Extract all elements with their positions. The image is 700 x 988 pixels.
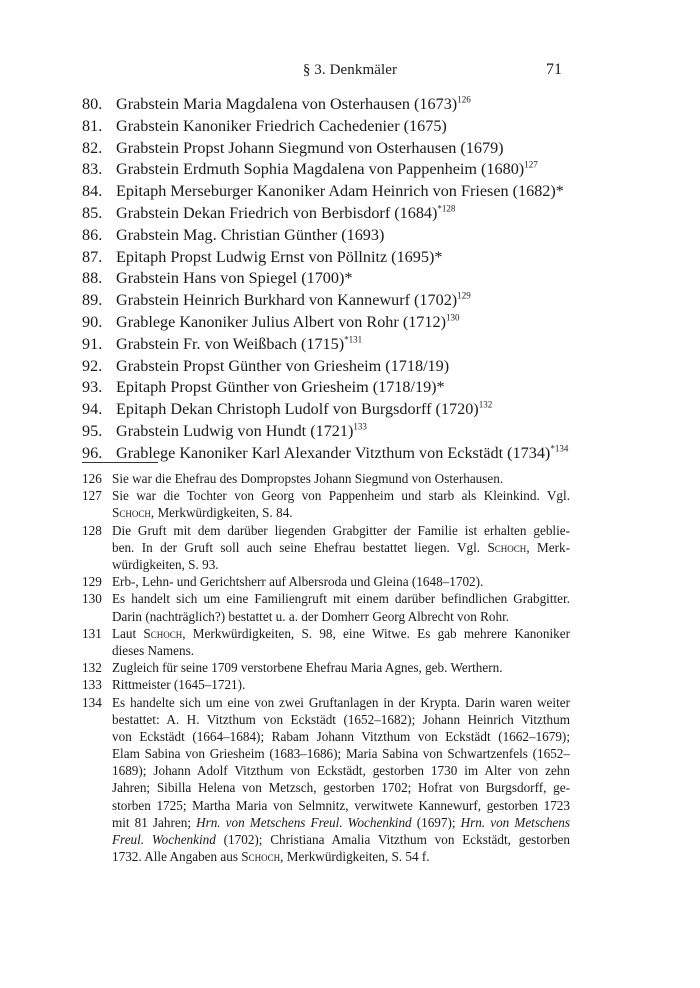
entry-text <box>116 247 592 269</box>
entry-text <box>116 290 592 312</box>
entry-title: Grabstein Ludwig von Hundt (1721) <box>116 421 354 440</box>
entry-title: Grabstein Propst Johann Siegmund von Osterhausen (1679) <box>116 138 504 157</box>
footnote-segment: Laut <box>112 625 144 641</box>
footnote <box>82 522 570 574</box>
footnote-line <box>112 556 570 573</box>
author-name: Schoch <box>241 849 281 865</box>
entry-number: 89. <box>82 291 103 310</box>
entry-text <box>116 268 592 290</box>
footnote-text <box>112 625 570 659</box>
list-item <box>82 268 592 290</box>
entry-title: Epitaph Merseburger Kanoniker Adam Heinrich von Friesen (1682)* <box>116 182 564 201</box>
entry-title: Grabstein Dekan Friedrich von Berbisdorf (1684) <box>116 203 438 222</box>
page-number: 71 <box>546 61 562 78</box>
footnote-line <box>112 539 570 556</box>
entry-title: Grabstein Hans von Spiegel (1700)* <box>116 269 353 288</box>
footnote <box>82 659 570 676</box>
footnote-segment: Erb-, Lehn- und Gerichtsherr auf Albersroda und Gleina (1648–1702). <box>112 574 484 590</box>
footnote-segment: , Merkwürdigkeiten, S. 84. <box>150 505 293 521</box>
entry-number: 82. <box>82 138 103 157</box>
footnote <box>82 487 570 521</box>
footnote-line <box>112 659 570 676</box>
entry-text <box>116 443 592 465</box>
footnote-segment: storben 1725; Martha Maria von Selmnitz, verwitwete Kannewurf, gestorben 1723 <box>112 797 570 813</box>
footnote <box>82 676 570 693</box>
footnote-line <box>112 522 570 539</box>
footnote-line <box>112 745 570 762</box>
list-item <box>82 443 592 465</box>
footnote <box>82 694 570 866</box>
author-name: Schoch <box>143 625 183 641</box>
quoted-inscription: Hrn. von Metschens Freul. Wochenkind <box>196 814 412 830</box>
entry-title: Grabstein Propst Günther von Griesheim (1718/19) <box>116 356 450 375</box>
footnote-segment: mit 81 Jahren; <box>112 814 197 830</box>
footnote-segment: Elam Sabina von Griesheim (1683–1686); Maria Sabina von Schwartzenfels (1652– <box>112 746 570 762</box>
footnote-segment: würdigkeiten, S. 93. <box>112 556 219 572</box>
list-item <box>82 334 592 356</box>
footnote-line <box>112 779 570 796</box>
entry-text <box>116 421 592 443</box>
footnote-line <box>112 625 570 642</box>
entry-text <box>116 312 592 334</box>
author-name: Schoch <box>112 505 151 521</box>
footnote-segment: Rittmeister (1645–1721). <box>112 677 246 693</box>
running-head <box>0 62 700 84</box>
entry-title: Grabstein Mag. Christian Günther (1693) <box>116 225 385 244</box>
footnote-segment: , Merkwürdigkeiten, S. 54 f. <box>280 849 430 865</box>
section-title: § 3. Denkmäler <box>302 62 398 78</box>
list-item <box>82 399 592 421</box>
footnote-segment: Zugleich für seine 1709 verstorbene Ehefrau Maria Agnes, geb. Werthern. <box>112 660 503 676</box>
entry-text <box>116 138 592 160</box>
list-item <box>82 247 592 269</box>
entry-title: Grabstein Heinrich Burkhard von Kannewurf (1702) <box>116 291 458 310</box>
footnote-segment: Es handelte sich um eine von zwei Gruftanlagen in der Krypta. Darin waren weiter <box>112 694 570 710</box>
list-item <box>82 290 592 312</box>
footnote-line <box>112 573 570 590</box>
list-item <box>82 377 592 399</box>
entry-text <box>116 399 592 421</box>
list-item <box>82 312 592 334</box>
footnote-line <box>112 814 570 831</box>
list-item <box>82 225 592 247</box>
entry-text <box>116 116 592 138</box>
footnote <box>82 573 570 590</box>
footnote-reference: 133 <box>353 421 367 432</box>
footnote-line <box>112 762 570 779</box>
entry-title: Epitaph Dekan Christoph Ludolf von Burgsdorff (1720) <box>116 400 479 419</box>
footnote-number: 132 <box>82 660 102 676</box>
footnote-number: 127 <box>82 488 102 504</box>
footnote-reference: 129 <box>457 290 471 301</box>
footnote-reference: 126 <box>457 94 471 105</box>
entry-title: Grabstein Kanoniker Friedrich Cachedenier (1675) <box>116 116 447 135</box>
entry-number: 93. <box>82 378 103 397</box>
footnote-text <box>112 694 570 866</box>
entry-number: 87. <box>82 247 103 266</box>
footnote <box>82 470 570 487</box>
entry-number: 88. <box>82 269 103 288</box>
footnote-segment: dieses Namens. <box>112 642 195 658</box>
footnote-line <box>112 608 570 625</box>
footnote-number: 129 <box>82 574 102 590</box>
entry-text <box>116 94 592 116</box>
footnote-line <box>112 590 570 607</box>
entry-title: Epitaph Propst Ludwig Ernst von Pöllnitz (1695)* <box>116 247 443 266</box>
list-item <box>82 159 592 181</box>
footnote-segment: , Merkwürdigkeiten, S. 98, eine Witwe. Es gab mehrere Kanoniker <box>182 625 570 641</box>
footnote-text <box>112 522 570 574</box>
footnote-reference: 127 <box>524 160 538 170</box>
entry-number: 91. <box>82 334 103 353</box>
footnote-segment: (1702); Christiana Amalia Vitzthum von Eckstädt, gestorben <box>215 832 570 847</box>
footnote-line <box>112 831 570 848</box>
entry-text <box>116 225 592 247</box>
entry-text <box>116 334 592 356</box>
footnote-segment: Die Gruft mit dem darüber liegenden Grabgitter der Familie ist erhalten geblie- <box>112 522 570 538</box>
footnote-reference: *131 <box>344 334 363 345</box>
footnote-reference: 130 <box>445 312 460 323</box>
footnote-segment: Sie war die Tochter von Georg von Pappenheim und starb als Kleinkind. Vgl. <box>112 488 570 504</box>
list-item <box>82 138 592 160</box>
entry-number: 85. <box>82 203 103 222</box>
entry-number: 80. <box>82 95 103 113</box>
entry-number: 81. <box>82 116 103 135</box>
footnote-number: 133 <box>82 677 102 693</box>
footnote-line <box>112 711 570 728</box>
footnote <box>82 590 570 624</box>
footnote-segment: , Merk- <box>526 539 570 555</box>
footnote-segment: von Eckstädt (1664–1684); Rabam Johann Vitzthum von Eckstädt (1662–1679); <box>112 728 570 744</box>
quoted-inscription: Hrn. von Metschens <box>460 814 571 830</box>
entry-number: 86. <box>82 225 103 244</box>
footnote-number: 126 <box>82 471 102 486</box>
footnote-line <box>112 848 570 865</box>
footnotes <box>82 470 570 865</box>
footnote-number: 130 <box>82 591 102 607</box>
list-item <box>82 94 592 116</box>
footnote-reference: *128 <box>437 203 456 214</box>
footnote-reference: 132 <box>478 399 493 410</box>
entry-number: 90. <box>82 312 103 331</box>
footnote-segment: Darin (nachträglich?) bestattet u. a. der Domherr Georg Albrecht von Rohr. <box>112 608 510 624</box>
author-name: Schoch <box>487 539 527 555</box>
entry-number: 92. <box>82 356 103 375</box>
footnote-number: 134 <box>82 694 102 710</box>
entry-number: 96. <box>82 443 103 462</box>
footnote-line <box>112 470 570 487</box>
monument-list <box>82 94 592 465</box>
footnote-number: 131 <box>82 625 102 641</box>
footnote-line <box>112 728 570 745</box>
footnote-reference: *134 <box>550 443 569 454</box>
footnote-text <box>112 487 570 521</box>
footnote-rule <box>82 462 158 463</box>
entry-title: Epitaph Propst Günther von Griesheim (1718/19)* <box>116 378 445 397</box>
footnote-text <box>112 573 570 590</box>
footnote-number: 128 <box>82 522 102 538</box>
entry-title: Grabstein Maria Magdalena von Osterhausen (1673) <box>116 95 458 113</box>
footnote-segment: 1689); Johann Adolf Vitzthum von Eckstädt, gestorben 1730 im Alter von zehn <box>112 763 570 779</box>
footnote-line <box>112 694 570 711</box>
entry-title: Grabstein Erdmuth Sophia Magdalena von Pappenheim (1680) <box>116 160 525 179</box>
entry-text <box>116 377 592 399</box>
footnote-segment: 1732. Alle Angaben aus <box>112 849 242 865</box>
footnote-text <box>112 676 570 693</box>
quoted-inscription: Freul. Wochenkind <box>112 832 216 847</box>
footnote-segment: ben. In der Gruft soll auch seine Ehefrau bestattet liegen. Vgl. <box>112 539 488 555</box>
entry-number: 83. <box>82 160 103 179</box>
footnote-segment: Sie war die Ehefrau des Dompropstes Johann Siegmund von Osterhausen. <box>112 471 504 486</box>
entry-text <box>116 356 592 378</box>
footnote-line <box>112 487 570 504</box>
list-item <box>82 181 592 203</box>
footnote-text <box>112 470 570 487</box>
footnote-line <box>112 676 570 693</box>
entry-number: 95. <box>82 421 103 440</box>
footnote-text <box>112 590 570 624</box>
entry-title: Grablege Kanoniker Julius Albert von Rohr (1712) <box>116 312 446 331</box>
footnote-segment: bestattet: A. H. Vitzthum von Eckstädt (1652–1682); Johann Heinrich Vitzthum <box>112 711 570 727</box>
footnote <box>82 625 570 659</box>
footnote-line <box>112 504 570 521</box>
list-item <box>82 116 592 138</box>
entry-title: Grablege Kanoniker Karl Alexander Vitzthum von Eckstädt (1734) <box>116 443 551 462</box>
entry-text <box>116 159 592 181</box>
entry-text <box>116 181 592 203</box>
footnote-line <box>112 797 570 814</box>
list-item <box>82 421 592 443</box>
footnote-segment: (1697); <box>411 814 461 830</box>
entry-number: 94. <box>82 400 103 419</box>
footnote-segment: Es handelt sich um eine Familiengruft mit einem darüber befindlichen Grabgitter. <box>112 591 570 607</box>
footnote-text <box>112 659 570 676</box>
entry-title: Grabstein Fr. von Weißbach (1715) <box>116 334 345 353</box>
footnote-line <box>112 642 570 659</box>
entry-number: 84. <box>82 182 103 201</box>
entry-text <box>116 203 592 225</box>
list-item <box>82 203 592 225</box>
list-item <box>82 356 592 378</box>
footnote-segment: Jahren; Sibilla Helena von Metzsch, gestorben 1702; Hofrat von Burgsdorff, ge- <box>112 780 570 796</box>
